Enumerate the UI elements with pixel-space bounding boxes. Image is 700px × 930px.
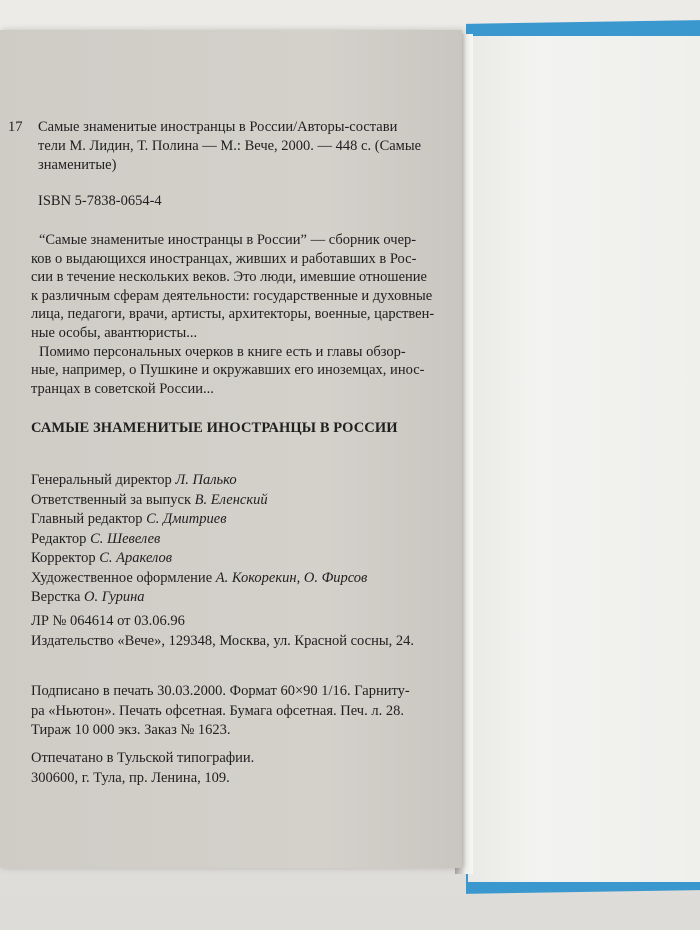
annotation-line: лица, педагоги, врачи, артисты, архитекторы, военные, царствен- [31, 306, 435, 323]
annotation-line: транцах в советской России... [31, 380, 214, 397]
annotation-line: к различным сферам деятельности: государственные и духовные [31, 287, 433, 304]
publisher-address: Издательство «Вече», 129348, Москва, ул. Красной сосны, 24. [31, 632, 414, 649]
endpaper-right [468, 36, 700, 882]
staff-role: Редактор [31, 530, 87, 547]
staff-role: Верстка [31, 589, 81, 605]
annotation-line: Помимо персональных очерков в книге есть и главы обзор- [39, 343, 406, 360]
staff-entry [31, 471, 367, 491]
printer-line: 300600, г. Тула, пр. Ленина, 109. [31, 769, 230, 786]
annotation-line: “Самые знаменитые иностранцы в России” — сборник очер- [39, 232, 417, 248]
staff-entry [31, 491, 367, 511]
staff-role: Генеральный директор [31, 472, 172, 488]
annotation [31, 231, 434, 398]
print-info-line: ра «Ньютон». Печать офсетная. Бумага офсетная. Печ. л. 28. [31, 702, 404, 719]
staff-entry [31, 588, 367, 608]
library-record-line: Самые знаменитые иностранцы в России/Авторы-состави [38, 119, 398, 135]
staff-name: С. Шевелев [90, 530, 161, 547]
staff-name: О. Гурина [84, 589, 145, 605]
print-info-line: Подписано в печать 30.03.2000. Формат 60×90 1/16. Гарниту- [31, 683, 410, 699]
annotation-line: ков о выдающихся иностранцах, живших и работавших в Рос- [31, 250, 417, 267]
staff-role: Главный редактор [31, 511, 143, 527]
license-info [31, 612, 414, 651]
printer-info [31, 749, 254, 788]
library-record-line: знаменитые) [38, 157, 117, 173]
print-info [31, 682, 410, 741]
staff-name: С. Аракелов [99, 550, 173, 566]
library-record [8, 118, 421, 175]
staff-name: В. Еленский [194, 491, 268, 508]
book-title: САМЫЕ ЗНАМЕНИТЫЕ ИНОСТРАНЦЫ В РОССИИ [31, 420, 398, 436]
staff-list [31, 471, 367, 608]
staff-role: Корректор [31, 550, 96, 566]
annotation-line: сии в течение нескольких веков. Это люди, имевшие отношение [31, 269, 427, 286]
annotation-line: ные особы, авантюристы... [31, 324, 198, 341]
staff-role: Художественное оформление [31, 569, 213, 586]
staff-role: Ответственный за выпуск [31, 491, 192, 508]
library-record-line: тели М. Лидин, Т. Полина — М.: Вече, 2000. — 448 с. (Самые [38, 138, 422, 154]
staff-entry [31, 569, 367, 589]
staff-name: А. Кокорекин, О. Фирсов [215, 569, 368, 586]
staff-entry [31, 530, 367, 550]
staff-name: Л. Палько [175, 472, 237, 488]
annotation-line: ные, например, о Пушкине и окружавших его иноземцах, инос- [31, 362, 425, 379]
isbn: ISBN 5-7838-0654-4 [38, 193, 162, 209]
staff-entry [31, 549, 367, 569]
staff-name: С. Дмитриев [146, 511, 227, 527]
print-info-line: Тираж 10 000 экз. Заказ № 1623. [31, 722, 231, 738]
staff-entry [31, 510, 367, 530]
license-number: ЛР № 064614 от 03.06.96 [31, 613, 185, 629]
catalog-number: 17 [8, 119, 23, 135]
colophon-page [0, 30, 462, 868]
printer-line: Отпечатано в Тульской типографии. [31, 750, 255, 766]
